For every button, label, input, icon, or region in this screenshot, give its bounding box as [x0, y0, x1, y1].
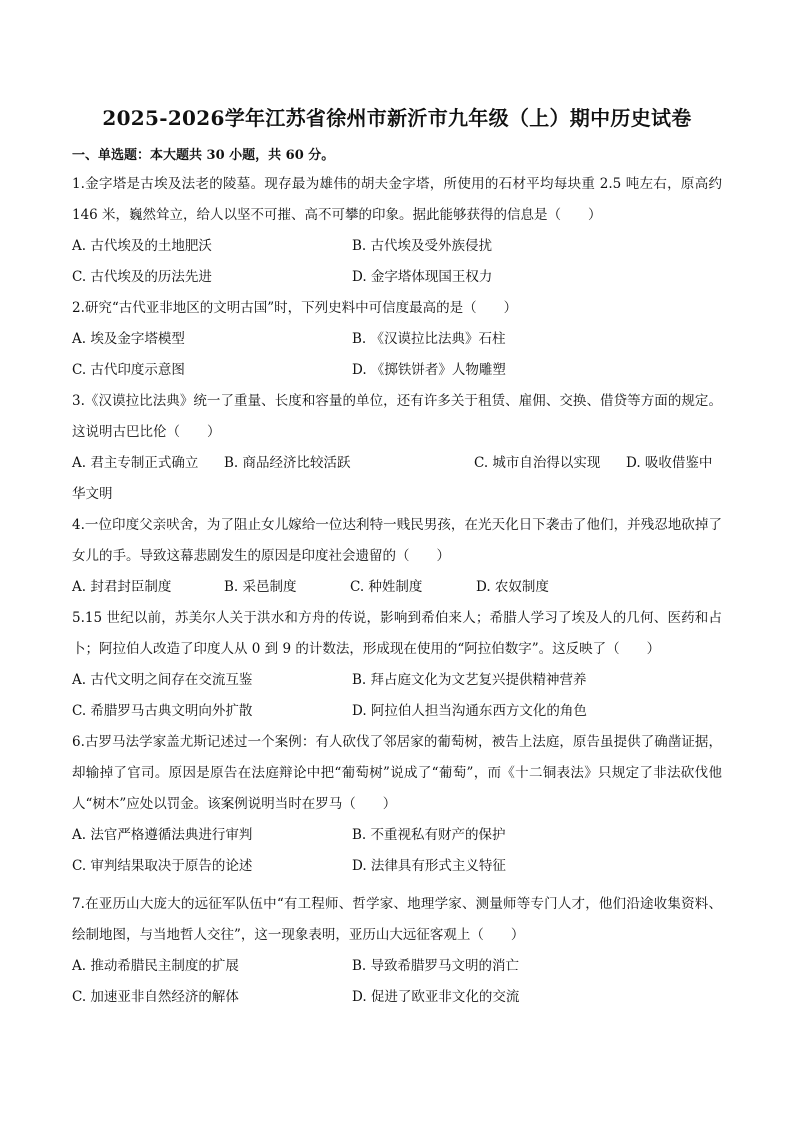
question-stem: 1.金字塔是古埃及法老的陵墓。现存最为雄伟的胡夫金字塔，所使用的石材平均每块重 2.5 吨左右，原高约 146 米，巍然耸立，给人以坚不可摧、高不可攀的印象。据此能够获得的信息是（ ） — [72, 176, 722, 223]
option-d: D. 吸收借鉴中华文明 — [72, 455, 713, 502]
option-a: A. 埃及金字塔模型 — [72, 331, 185, 347]
option-c: C. 加速亚非自然经济的解体 — [72, 989, 239, 1005]
option-b: B. 导致希腊罗马文明的消亡 — [352, 958, 520, 974]
question-6 — [72, 727, 722, 882]
question-stem: 4.一位印度父亲吠舍，为了阻止女儿嫁给一位达利特一贱民男孩，在光天化日下袭击了他们，并残忍地砍掉了女儿的手。导致这幕悲剧发生的原因是印度社会遗留的（ ） — [72, 517, 722, 564]
question-stem: 7.在亚历山大庞大的远征军队伍中“有工程师、哲学家、地理学家、测量师等专门人才，他们沿途收集资料、绘制地图，与当地哲人交往”，这一现象表明，亚历山大远征客观上（ ） — [72, 896, 722, 943]
question-stem: 3.《汉谟拉比法典》统一了重量、长度和容量的单位，还有许多关于租赁、雇佣、交换、借贷等方面的规定。这说明古巴比伦（ ） — [72, 393, 722, 440]
option-b: B. 不重视私有财产的保护 — [352, 827, 506, 843]
option-a: A. 君主专制正式确立 — [72, 455, 199, 471]
option-c: C. 古代印度示意图 — [72, 362, 185, 378]
question-stem: 6.古罗马法学家盖尤斯记述过一个案例：有人砍伐了邻居家的葡萄树，被告上法庭，原告虽提供了确凿证据，却输掉了官司。原因是原告在法庭辩论中把“葡萄树”说成了“葡萄”，而《十二铜表法》只规定了非法砍伐他人“树木”应处以罚金。该案例说明当时在罗马（ ） — [72, 734, 722, 812]
option-b: B. 采邑制度 — [224, 579, 297, 595]
option-c: C. 希腊罗马古典文明向外扩散 — [72, 703, 253, 719]
option-c: C. 古代埃及的历法先进 — [72, 269, 212, 285]
option-c: C. 审判结果取决于原告的论述 — [72, 858, 253, 874]
question-7 — [72, 889, 722, 1013]
question-5 — [72, 603, 722, 727]
option-b: B. 拜占庭文化为文艺复兴提供精神营养 — [352, 672, 587, 688]
option-d: D. 《掷铁饼者》人物雕塑 — [352, 362, 506, 378]
question-stem: 2.研究“古代亚非地区的文明古国”时，下列史料中可信度最高的是（ ） — [72, 300, 518, 316]
option-d: D. 农奴制度 — [476, 579, 549, 595]
question-1 — [72, 169, 722, 293]
option-c: C. 种姓制度 — [350, 579, 423, 595]
option-d: D. 阿拉伯人担当沟通东西方文化的角色 — [352, 703, 587, 719]
option-b: B. 古代埃及受外族侵扰 — [352, 238, 493, 254]
section-heading: 一、单选题：本大题共 30 小题，共 60 分。 — [72, 148, 335, 163]
option-b: B. 商品经济比较活跃 — [224, 455, 351, 471]
question-stem: 5.15 世纪以前，苏美尔人关于洪水和方舟的传说，影响到希伯来人；希腊人学习了埃及人的几何、医药和占卜；阿拉伯人改造了印度人从 0 到 9 的计数法，形成现在使用的“阿拉伯数字”。这反映了（ ） — [72, 610, 722, 657]
option-a: A. 推动希腊民主制度的扩展 — [72, 958, 239, 974]
option-b: B. 《汉谟拉比法典》石柱 — [352, 331, 506, 347]
option-a: A. 封君封臣制度 — [72, 579, 172, 595]
option-d: D. 金字塔体现国王权力 — [352, 269, 493, 285]
option-d: D. 法律具有形式主义特征 — [352, 858, 506, 874]
option-d: D. 促进了欧亚非文化的交流 — [352, 989, 520, 1005]
question-4 — [72, 510, 722, 603]
option-a: A. 古代埃及的土地肥沃 — [72, 238, 212, 254]
exam-title: 2025-2026学年江苏省徐州市新沂市九年级（上）期中历史试卷 — [102, 106, 692, 130]
question-3 — [72, 386, 722, 510]
question-2 — [72, 293, 722, 386]
option-a: A. 古代文明之间存在交流互鉴 — [72, 672, 253, 688]
option-c: C. 城市自治得以实现 — [474, 455, 601, 471]
option-a: A. 法官严格遵循法典进行审判 — [72, 827, 253, 843]
